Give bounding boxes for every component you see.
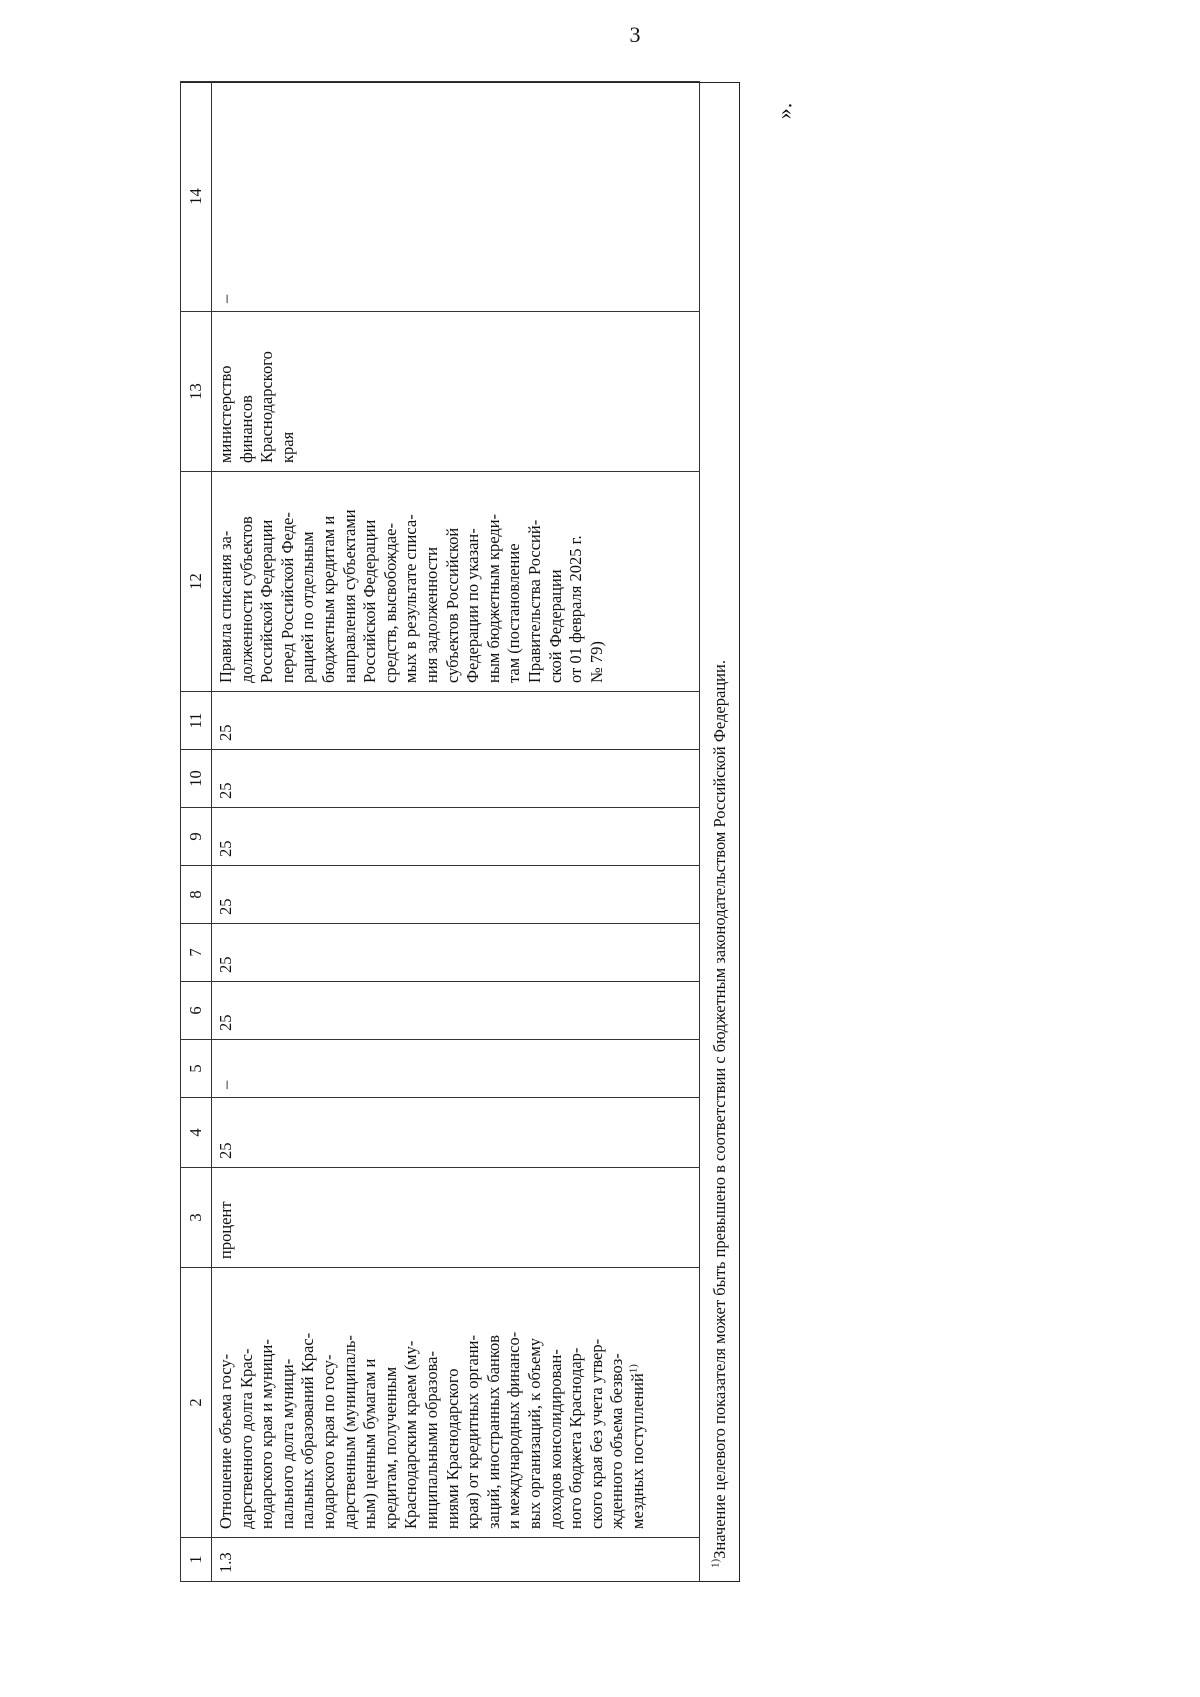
footnote-marker: 1) — [709, 1558, 722, 1568]
responsible-body-cell: министерство финансов Краснодарского края — [212, 312, 700, 472]
footnote-text: Значение целевого показателя может быть превышено в соответствии с бюджетным законодательством Российской Федерации. — [710, 660, 729, 1559]
header-cell: 12 — [181, 472, 212, 692]
row-number: 1.3 — [212, 1538, 700, 1582]
header-cell: 10 — [181, 750, 212, 808]
header-cell: 11 — [181, 692, 212, 750]
value-cell: – — [212, 82, 700, 312]
value-cell: 25 — [212, 692, 700, 750]
value-cell: 25 — [212, 808, 700, 866]
header-cell: 14 — [181, 82, 212, 312]
legal-basis-cell: Правила списания за- долженности субъектов Российской Федерации перед Российской Феде- рацией по отдельным бюджетным кредитам и направления субъектами Российской Федерации средств, высвобождае- мых в результате списа- ния задолженности субъектов Российской Федерации по указан- ным бюджетным креди- там (постановление Правительства Россий- ской Федерации от 01 февраля 2025 г. № 79) — [212, 472, 700, 692]
header-cell: 9 — [181, 808, 212, 866]
header-cell: 7 — [181, 924, 212, 982]
header-cell: 8 — [181, 866, 212, 924]
unit-cell: процент — [212, 1168, 700, 1268]
value-cell: – — [212, 1040, 700, 1098]
value-cell: 25 — [212, 866, 700, 924]
header-cell: 5 — [181, 1040, 212, 1098]
header-cell: 13 — [181, 312, 212, 472]
header-cell: 3 — [181, 1168, 212, 1268]
header-cell: 1 — [181, 1538, 212, 1582]
value-cell: 25 — [212, 982, 700, 1040]
header-cell: 2 — [181, 1268, 212, 1538]
footnote — [702, 82, 738, 1582]
indicator-name: Отношение объема госу- дарственного долга Крас- нодарского края и муници- пального долга муници- пальных образований Крас- нодарского края по госу- дарственным (муниципаль- ным) ценным бумагам и кредитам, полученным Краснодарским краем (му- ниципальными образова- ниями Краснодарского края) от кредитных органи- заций, иностранных банков и международных финансо- вых организаций, к объему доходов консолидирован- ного бюджета Краснодар- ского края без учета утвер- жденного объема безвоз- мездных поступлений$^{1)}$ — [212, 1268, 700, 1538]
value-cell: 25 — [212, 1098, 700, 1168]
table-row — [212, 82, 700, 1582]
footnote-marker: 1) — [627, 1364, 640, 1374]
closing-quote: ». — [771, 102, 797, 120]
page-number: 3 — [629, 22, 641, 47]
indicator-table — [180, 81, 700, 1582]
header-cell: 6 — [181, 982, 212, 1040]
rotated-table-block — [180, 82, 740, 1582]
header-cell: 4 — [181, 1098, 212, 1168]
header-row — [181, 82, 212, 1582]
value-cell: 25 — [212, 924, 700, 982]
value-cell: 25 — [212, 750, 700, 808]
